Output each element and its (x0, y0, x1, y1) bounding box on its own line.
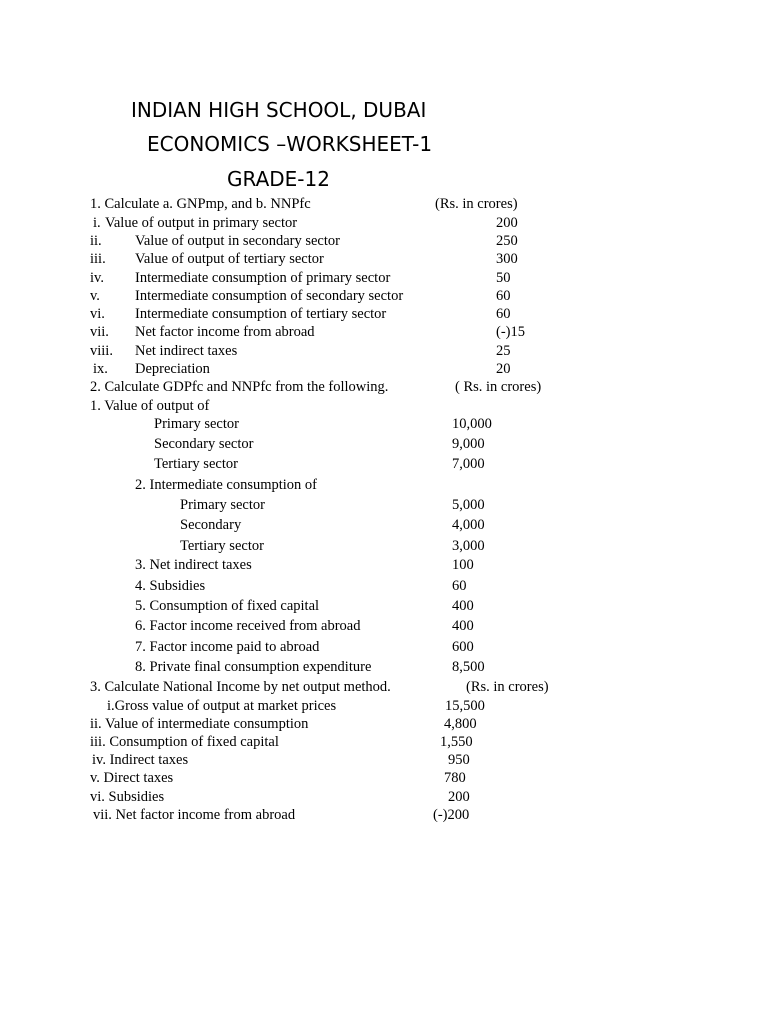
q1-item-number: vii. (90, 324, 109, 340)
q3-item-label: i.Gross value of output at market prices (107, 698, 337, 714)
q2-intermediate-label: Primary sector (180, 497, 265, 513)
q1-item-label: Value of output in secondary sector (135, 233, 340, 249)
q2-item-label: 8. Private final consumption expenditure (135, 659, 372, 675)
q1-item-number: iii. (90, 251, 106, 267)
q2-item-label: 7. Factor income paid to abroad (135, 639, 320, 655)
q3-item-label: iv. Indirect taxes (92, 752, 189, 768)
q2-output-label: Secondary sector (154, 436, 254, 452)
q3-item-label: ii. Value of intermediate consumption (90, 716, 309, 732)
q1-item-label: Intermediate consumption of primary sector (135, 270, 391, 286)
q2-intermediate-heading: 2. Intermediate consumption of (135, 477, 318, 493)
q2-intermediate-value: 4,000 (452, 517, 485, 533)
question-3-unit: (Rs. in crores) (466, 679, 549, 695)
q2-output-label: Tertiary sector (154, 456, 238, 472)
q1-item-value: 60 (496, 288, 511, 304)
q1-item-value: 50 (496, 270, 511, 286)
q1-item-value: 60 (496, 306, 511, 322)
q1-item-label: Depreciation (135, 361, 210, 377)
q2-item-label: 4. Subsidies (135, 578, 206, 594)
question-3-title: 3. Calculate National Income by net output method. (90, 679, 391, 695)
question-1-unit: (Rs. in crores) (435, 196, 518, 212)
q3-item-label: vii. Net factor income from abroad (93, 807, 296, 823)
q1-item-number: ix. (93, 361, 108, 377)
q3-item-value: 1,550 (440, 734, 473, 750)
q2-output-value: 9,000 (452, 436, 485, 452)
q1-item-label: Net indirect taxes (135, 343, 238, 359)
q1-item-value: 200 (496, 215, 518, 231)
q2-output-value: 10,000 (452, 416, 492, 432)
q2-item-value: 60 (452, 578, 467, 594)
q3-item-label: v. Direct taxes (90, 770, 174, 786)
question-2-unit: ( Rs. in crores) (455, 379, 542, 395)
q2-item-label: 6. Factor income received from abroad (135, 618, 361, 634)
q2-intermediate-label: Tertiary sector (180, 538, 264, 554)
q2-intermediate-value: 3,000 (452, 538, 485, 554)
q3-item-value: 200 (448, 789, 470, 805)
q2-output-value: 7,000 (452, 456, 485, 472)
q1-item-value: 300 (496, 251, 518, 267)
q2-item-label: 5. Consumption of fixed capital (135, 598, 320, 614)
q2-item-label: 3. Net indirect taxes (135, 557, 252, 573)
q2-intermediate-value: 5,000 (452, 497, 485, 513)
worksheet-title: ECONOMICS –WORKSHEET-1 (147, 132, 433, 156)
q2-item-value: 8,500 (452, 659, 485, 675)
question-1-title: 1. Calculate a. GNPmp, and b. NNPfc (90, 196, 311, 212)
q1-item-label: Intermediate consumption of secondary sector (135, 288, 404, 304)
q3-item-value: 780 (444, 770, 466, 786)
q3-item-value: 15,500 (445, 698, 485, 714)
q2-item-value: 400 (452, 598, 474, 614)
q1-item-number: iv. (90, 270, 104, 286)
q2-intermediate-label: Secondary (180, 517, 242, 533)
q1-item-number: ii. (90, 233, 102, 249)
q1-item-number: vi. (90, 306, 105, 322)
q1-item-number: v. (90, 288, 100, 304)
grade-label: GRADE-12 (227, 167, 330, 191)
q3-item-label: iii. Consumption of fixed capital (90, 734, 279, 750)
q1-item-number: i. (93, 215, 101, 231)
q2-item-value: 400 (452, 618, 474, 634)
q1-item-number: viii. (90, 343, 113, 359)
q2-output-label: Primary sector (154, 416, 239, 432)
question-2-title: 2. Calculate GDPfc and NNPfc from the following. (90, 379, 389, 395)
q1-item-label: Intermediate consumption of tertiary sector (135, 306, 387, 322)
q1-item-label: Net factor income from abroad (135, 324, 315, 340)
q1-item-value: (-)15 (496, 324, 525, 340)
q1-item-label: Value of output of tertiary sector (135, 251, 324, 267)
q1-item-value: 20 (496, 361, 511, 377)
q3-item-value: 4,800 (444, 716, 477, 732)
q3-item-value: (-)200 (433, 807, 470, 823)
q3-item-value: 950 (448, 752, 470, 768)
school-name: INDIAN HIGH SCHOOL, DUBAI (131, 98, 427, 122)
q2-item-value: 100 (452, 557, 474, 573)
q3-item-label: vi. Subsidies (90, 789, 165, 805)
q2-item-value: 600 (452, 639, 474, 655)
q2-output-heading: 1. Value of output of (90, 398, 210, 414)
q1-item-value: 250 (496, 233, 518, 249)
q1-item-label: Value of output in primary sector (105, 215, 298, 231)
q1-item-value: 25 (496, 343, 511, 359)
